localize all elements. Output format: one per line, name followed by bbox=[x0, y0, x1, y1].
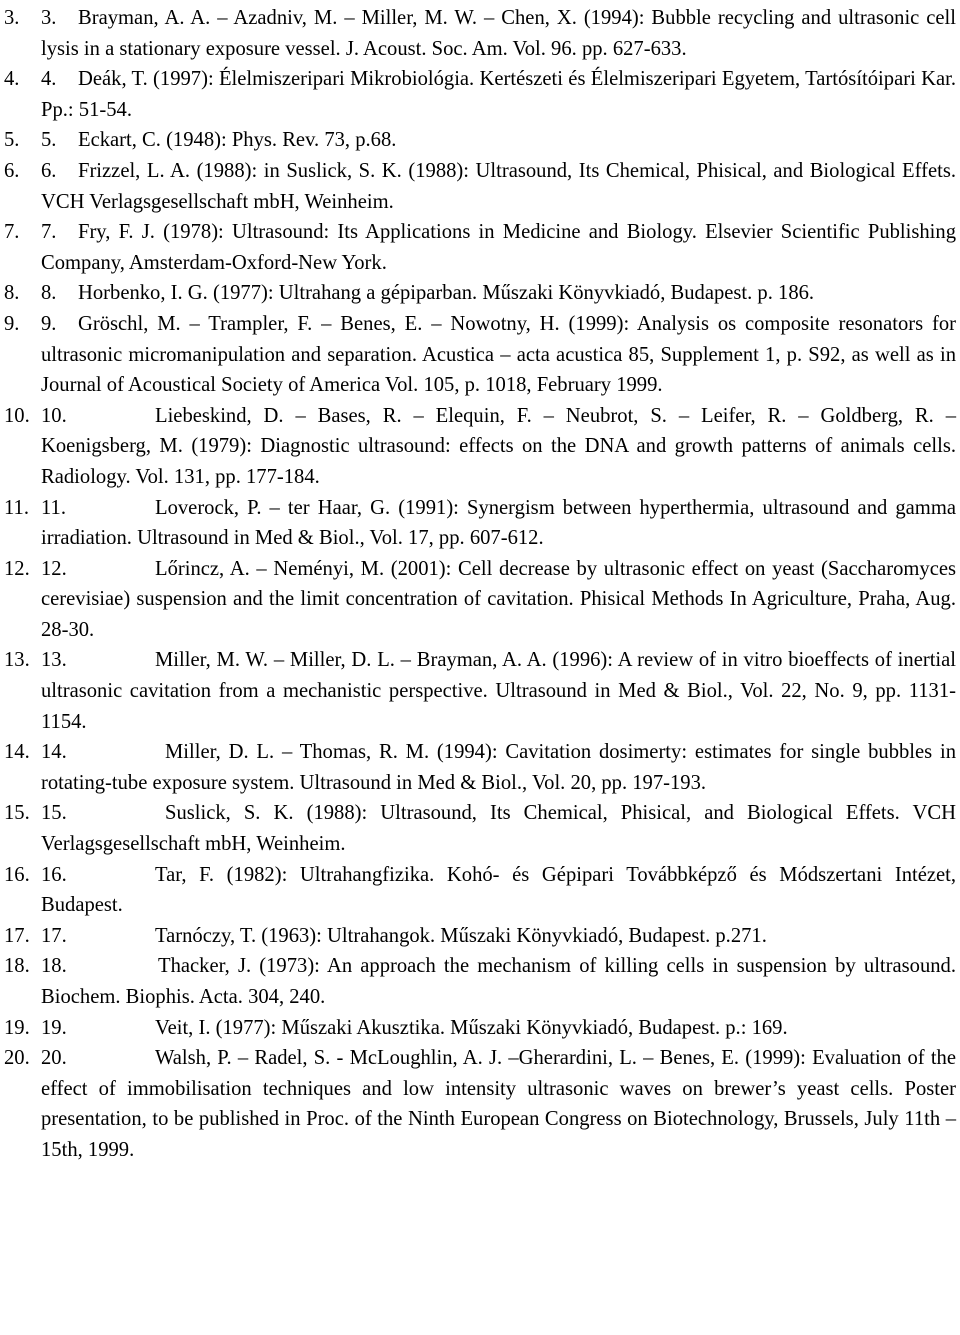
reference-citation: Tar, F. (1982): Ultrahangfizika. Kohó- és Gépipari Továbbképző és Módszertani Intézet, Budapest. bbox=[41, 863, 956, 917]
reference-citation: Horbenko, I. G. (1977): Ultrahang a gépiparban. Műszaki Könyvkiadó, Budapest. p. 186. bbox=[78, 282, 815, 305]
reference-citation: Liebeskind, D. – Bases, R. – Elequin, F. – Neubrot, S. – Leifer, R. – Goldberg, R. – Koenigsberg, M. (1979): Diagnostic ultrasound: effects on the DNA and growth patterns of animals cells. Radiology. Vol. 131, pp. 177-184. bbox=[41, 404, 956, 488]
reference-item bbox=[4, 401, 956, 493]
reference-citation: Veit, I. (1977): Műszaki Akusztika. Műszaki Könyvkiadó, Budapest. p.: 169. bbox=[155, 1016, 788, 1039]
reference-citation: Brayman, A. A. – Azadniv, M. – Miller, M. W. – Chen, X. (1994): Bubble recycling and ultrasonic cell lysis in a stationary exposure vessel. J. Acoust. Soc. Am. Vol. 96. pp. 627-633. bbox=[41, 7, 956, 60]
reference-citation: Miller, D. L. – Thomas, R. M. (1994): Cavitation dosimerty: estimates for single bubbles in rotating-tube exposure system. Ultrasound in Med & Biol., Vol. 20, pp. 197-193. bbox=[41, 741, 956, 794]
reference-item bbox=[4, 278, 956, 309]
reference-number: 15. bbox=[4, 802, 30, 825]
reference-text-block bbox=[41, 798, 956, 859]
reference-text-block bbox=[41, 737, 956, 798]
reference-number: 11. bbox=[4, 496, 29, 519]
reference-item bbox=[4, 125, 956, 156]
reference-item bbox=[4, 1013, 956, 1044]
reference-number-duplicate: 8. bbox=[41, 282, 57, 305]
reference-item bbox=[4, 309, 956, 401]
reference-item bbox=[4, 921, 956, 952]
reference-number-duplicate: 17. bbox=[41, 924, 67, 947]
reference-number-duplicate: 6. bbox=[41, 159, 57, 182]
reference-text-block bbox=[41, 401, 956, 493]
reference-number-duplicate: 14. bbox=[41, 741, 67, 764]
reference-number-duplicate: 13. bbox=[41, 649, 67, 672]
reference-item bbox=[4, 860, 956, 921]
reference-citation: Tarnóczy, T. (1963): Ultrahangok. Műszaki Könyvkiadó, Budapest. p.271. bbox=[155, 924, 767, 947]
reference-number-duplicate: 10. bbox=[41, 404, 67, 427]
reference-number-duplicate: 16. bbox=[41, 863, 67, 886]
reference-citation: Suslick, S. K. (1988): Ultrasound, Its Chemical, Phisical, and Biological Effets. VCH Verlagsgesellschaft mbH, Weinheim. bbox=[41, 802, 956, 856]
reference-text-block bbox=[41, 217, 956, 278]
reference-citation: Frizzel, L. A. (1988): in Suslick, S. K. (1988): Ultrasound, Its Chemical, Phisical, and Biological Effets. VCH Verlagsgesellschaft mbH, Weinheim. bbox=[41, 159, 956, 213]
reference-number: 5. bbox=[4, 129, 20, 152]
reference-citation: Walsh, P. – Radel, S. - McLoughlin, A. J. –Gherardini, L. – Benes, E. (1999): Evaluation of the effect of immobilisation techniques and low intensity ultrasonic waves on brewer’s yeast cells. Poster presentation, to be published in Proc. of the Ninth European Congress on Biotechnology, Brussels, July 11th – 15th, 1999. bbox=[41, 1047, 956, 1161]
reference-citation: Fry, F. J. (1978): Ultrasound: Its Applications in Medicine and Biology. Elsevier Scientific Publishing Company, Amsterdam-Oxford-New York. bbox=[41, 221, 956, 274]
reference-item bbox=[4, 951, 956, 1012]
reference-number-duplicate: 4. bbox=[41, 68, 57, 91]
reference-number: 20. bbox=[4, 1047, 30, 1070]
reference-number-duplicate: 18. bbox=[41, 955, 67, 978]
reference-item bbox=[4, 217, 956, 278]
reference-number: 9. bbox=[4, 312, 20, 335]
reference-text-block bbox=[41, 951, 956, 1012]
reference-citation: Lőrincz, A. – Neményi, M. (2001): Cell decrease by ultrasonic effect on yeast (Saccharomyces cerevisiae) suspension and the limit concentration of cavitation. Phisical Methods In Agriculture, Praha, Aug. 28-30. bbox=[41, 557, 956, 641]
reference-item bbox=[4, 493, 956, 554]
reference-item bbox=[4, 645, 956, 737]
reference-citation: Eckart, C. (1948): Phys. Rev. 73, p.68. bbox=[78, 129, 397, 152]
reference-item bbox=[4, 156, 956, 217]
reference-number-duplicate: 9. bbox=[41, 312, 57, 335]
reference-number: 8. bbox=[4, 282, 20, 305]
reference-item bbox=[4, 737, 956, 798]
reference-text-block bbox=[41, 3, 956, 64]
reference-item bbox=[4, 554, 956, 646]
reference-number: 14. bbox=[4, 741, 30, 764]
reference-citation: Gröschl, M. – Trampler, F. – Benes, E. – Nowotny, H. (1999): Analysis os composite resonators for ultrasonic micromanipulation and separation. Acustica – acta acustica 85, Supplement 1, p. S92, as well as in Journal of Acoustical Society of America Vol. 105, p. 1018, February 1999. bbox=[41, 312, 956, 397]
reference-text-block bbox=[41, 1043, 956, 1165]
reference-text-block bbox=[41, 645, 956, 737]
reference-number: 16. bbox=[4, 863, 30, 886]
reference-number: 18. bbox=[4, 955, 30, 978]
reference-number: 7. bbox=[4, 221, 20, 244]
reference-item bbox=[4, 3, 956, 64]
reference-item bbox=[4, 1043, 956, 1165]
reference-text-block bbox=[41, 860, 956, 921]
reference-number-duplicate: 12. bbox=[41, 557, 67, 580]
reference-text-block bbox=[41, 64, 956, 125]
reference-item bbox=[4, 64, 956, 125]
reference-number: 3. bbox=[4, 7, 20, 29]
reference-citation: Loverock, P. – ter Haar, G. (1991): Synergism between hyperthermia, ultrasound and gamma irradiation. Ultrasound in Med & Biol., Vol. 17, pp. 607-612. bbox=[41, 496, 956, 550]
reference-text-block bbox=[41, 309, 956, 401]
reference-number: 6. bbox=[4, 159, 20, 182]
reference-number-duplicate: 7. bbox=[41, 221, 57, 244]
reference-number: 19. bbox=[4, 1016, 30, 1039]
reference-number-duplicate: 11. bbox=[41, 496, 66, 519]
reference-number: 13. bbox=[4, 649, 30, 672]
reference-citation: Deák, T. (1997): Élelmiszeripari Mikrobiológia. Kertészeti és Élelmiszeripari Egyetem, Tartósítóipari Kar. Pp.: 51-54. bbox=[41, 68, 956, 121]
reference-number: 17. bbox=[4, 924, 30, 947]
reference-text-block bbox=[41, 554, 956, 646]
reference-number-duplicate: 19. bbox=[41, 1016, 67, 1039]
reference-text-block bbox=[41, 156, 956, 217]
reference-text-block bbox=[41, 125, 956, 156]
reference-text-block bbox=[41, 921, 956, 952]
reference-citation: Thacker, J. (1973): An approach the mechanism of killing cells in suspension by ultrasound. Biochem. Biophis. Acta. 304, 240. bbox=[41, 955, 956, 1008]
reference-citation: Miller, M. W. – Miller, D. L. – Brayman, A. A. (1996): A review of in vitro bioeffects of inertial ultrasonic cavitation from a mechanistic perspective. Ultrasound in Med & Biol., Vol. 22, No. 9, pp. 1131-1154. bbox=[41, 649, 956, 733]
reference-text-block bbox=[41, 493, 956, 554]
reference-number: 12. bbox=[4, 557, 30, 580]
reference-number-duplicate: 15. bbox=[41, 802, 67, 825]
reference-text-block bbox=[41, 1013, 956, 1044]
reference-item bbox=[4, 798, 956, 859]
reference-number-duplicate: 20. bbox=[41, 1047, 67, 1070]
reference-number-duplicate: 5. bbox=[41, 129, 57, 152]
reference-number: 10. bbox=[4, 404, 30, 427]
reference-text-block bbox=[41, 278, 956, 309]
reference-list bbox=[4, 3, 956, 1166]
reference-number: 4. bbox=[4, 68, 20, 91]
reference-number-duplicate: 3. bbox=[41, 7, 57, 29]
